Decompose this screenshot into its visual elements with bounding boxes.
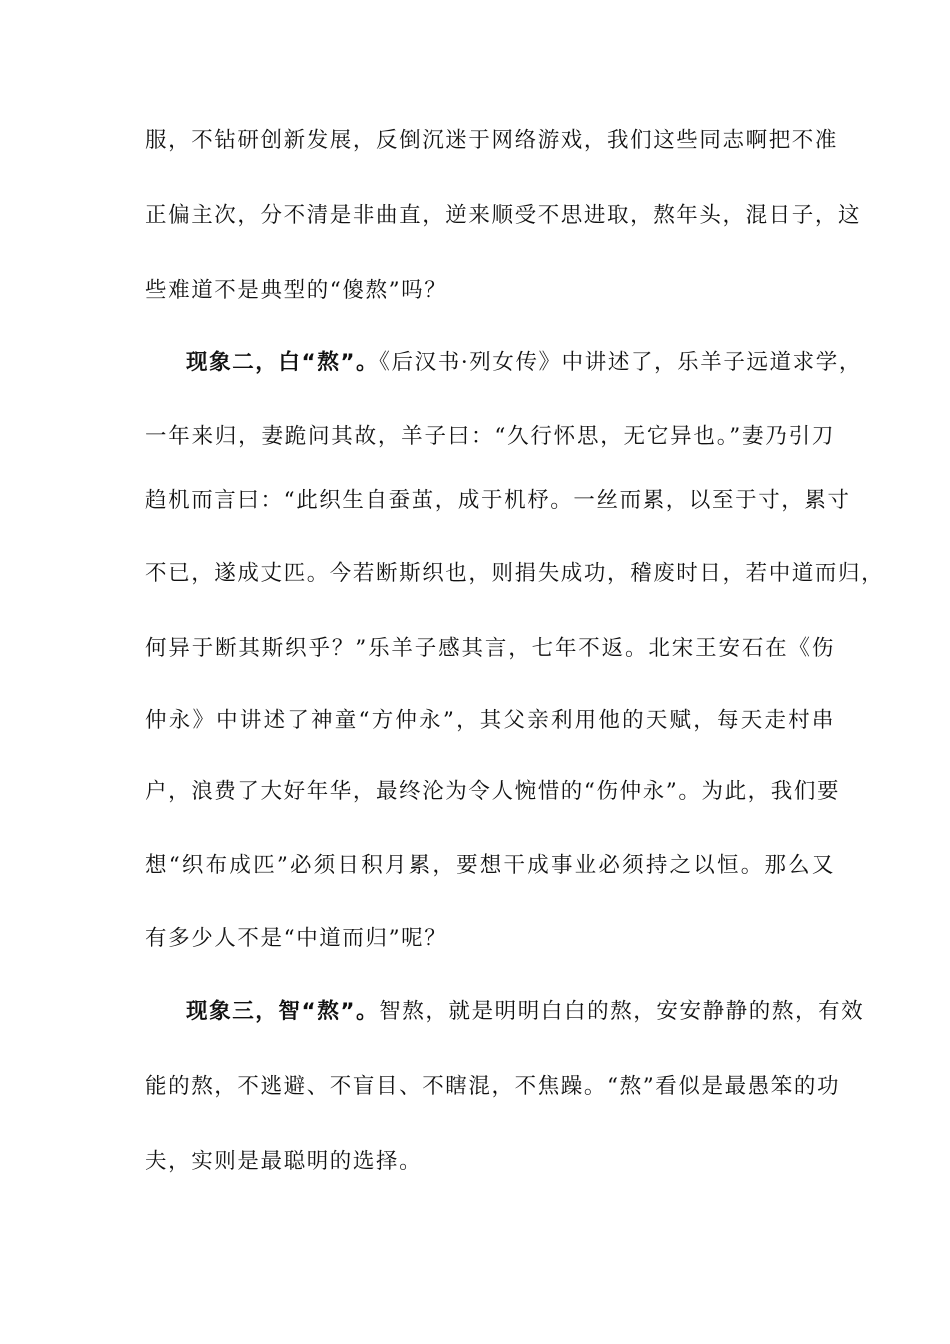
text-line: 有多少人不是“中道而归”呢？: [145, 926, 448, 951]
paragraph-heading-line: [186, 349, 862, 377]
text-line: 服，不钻研创新发展，反倒沉迷于网络游戏，我们这些同志啊把不准: [145, 128, 839, 153]
text-line: 仲永》中讲述了神童“方仲永”，其父亲利用他的天赋，每天走村串: [145, 708, 835, 733]
text-line: 户，浪费了大好年华，最终沦为令人惋惜的“伤仲永”。为此，我们要: [145, 779, 841, 804]
section-heading: 现象三，智“熬”。: [186, 999, 380, 1024]
paragraph-heading-line: [186, 998, 865, 1026]
section-heading: 现象二，白“熬”。: [186, 350, 380, 375]
text-line: 正偏主次，分不清是非曲直，逆来顺受不思进取，熬年头，混日子，这: [145, 203, 862, 228]
text-line: 能的熬，不逃避、不盲目、不瞎混，不焦躁。“熬”看似是最愚笨的功: [145, 1074, 841, 1099]
text-line: 不已，遂成丈匹。今若断斯织也，则捐失成功，稽废时日，若中道而归，: [145, 561, 885, 586]
text-line: 想“织布成匹”必须日积月累，要想干成事业必须持之以恒。那么又: [145, 853, 835, 878]
text-line: 些难道不是典型的“傻熬”吗？: [145, 278, 448, 303]
text-line: 一年来归，妻跪问其故，羊子曰：“久行怀思，无它异也。”妻乃引刀: [145, 424, 835, 449]
text-line: 何异于断其斯织乎？”乐羊子感其言，七年不返。北宋王安石在《伤: [145, 636, 835, 661]
text-span: 智熬，就是明明白白的熬，安安静静的熬，有效: [379, 999, 865, 1024]
text-line: 夫，实则是最聪明的选择。: [145, 1149, 423, 1174]
text-span: 《后汉书·列女传》中讲述了，乐羊子远道求学，: [379, 350, 862, 375]
text-line: 趋机而言曰：“此织生自蚕茧，成于机杼。一丝而累，以至于寸，累寸: [145, 488, 851, 513]
